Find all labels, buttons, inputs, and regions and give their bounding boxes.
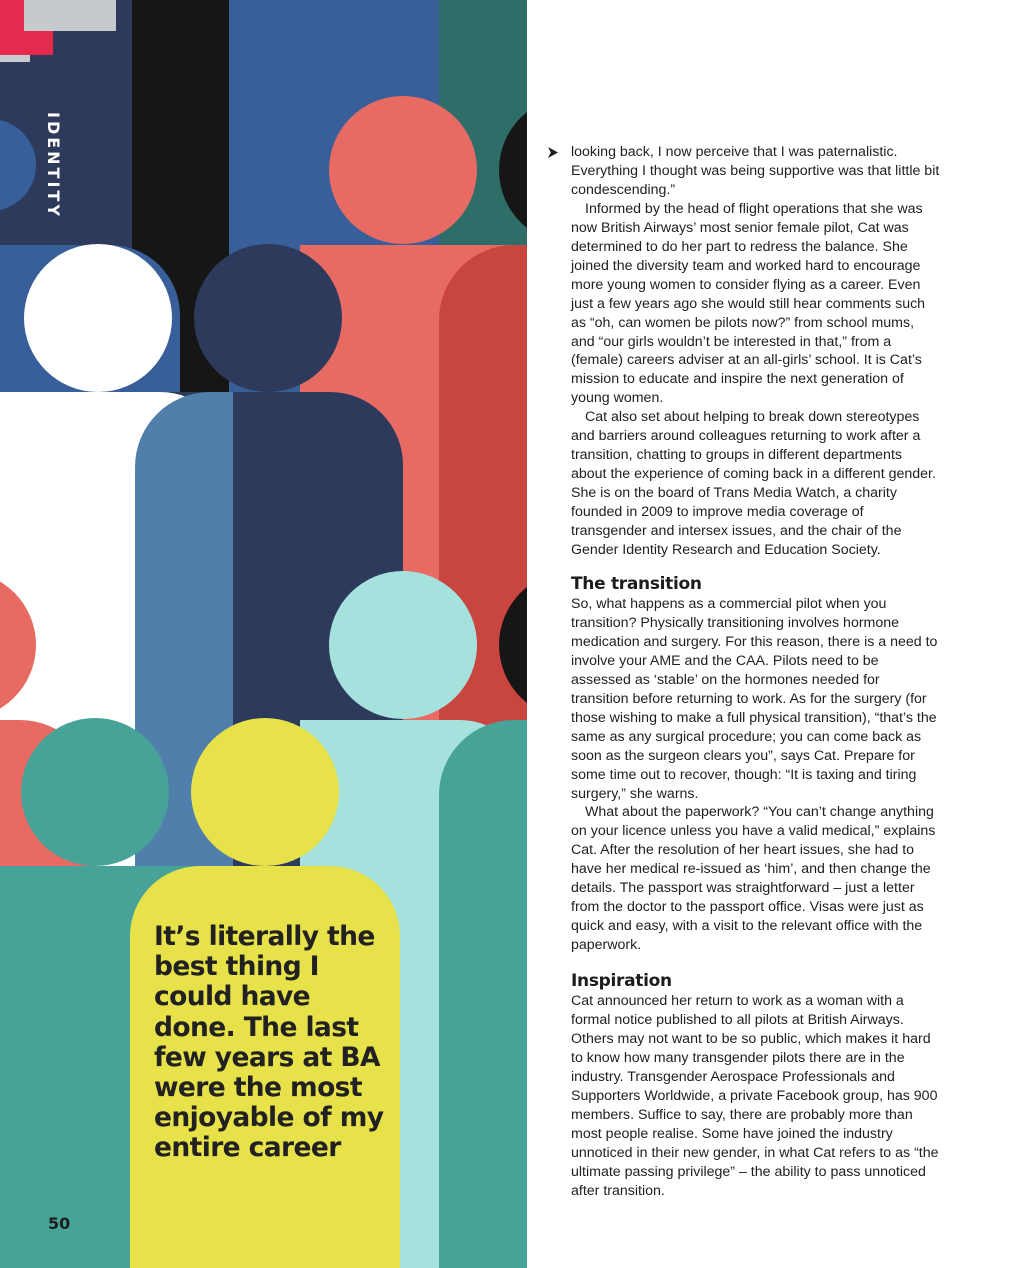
paragraph: Cat also set about helping to break down stereotypes and barriers around colleagues returning to work after a transition, chatting to groups in different departments about the experience of coming back in a different gender. She is on the board of Trans Media Watch, a charity founded in 2009 to improve media coverage of transgender and intersex issues, and the chair of the Gender Identity Research and Education Society. xyxy=(571,409,936,559)
figure-teal-body-right xyxy=(439,720,527,1268)
pull-quote-mark-icon xyxy=(0,0,53,55)
figure-yellow-head xyxy=(191,718,339,866)
paragraph: Informed by the head of flight operations that she was now British Airways’ most senior female pilot, Cat was determined to do her part to redress the balance. She joined the diversity team and worked hard to encourage more young women to consider flying as a career. Even just a few years ago she would still hear comments such as “oh, can women be pilots now?” from school mums, and “our girls wouldn’t be interested in that,” from a (female) careers adviser at an all-girls’ school. It is Cat’s mission to educate and inspire the next generation of young women. xyxy=(571,200,926,407)
paragraph: Cat announced her return to work as a woman with a formal notice published to all pilots at British Airways. Others may not want to be so public, which makes it hard to know how many transgender pilots there are in the industry. Transgender Aerospace Professionals and Supporters Worldwide, a private Facebook group, has 900 members. Suffice to say, there are probably more than most people realise. Some have joined the industry unnoticed in their new gender, in what Cat refers to as “the ultimate passing privilege” – the ability to pass unnoticed after transition. xyxy=(571,993,939,1199)
paragraph: looking back, I now perceive that I was paternalistic. Everything I thought was being supportive was that little bit condescending.” xyxy=(571,144,940,198)
continued-arrow-icon xyxy=(548,147,558,158)
figure-mint-head xyxy=(329,571,477,719)
paragraph: What about the paperwork? “You can’t change anything on your licence unless you have a valid medical,” explains Cat. After the resolution of her heart issues, she had to have her medical re-issued as ‘him’, and then change the details. The passport was straightforward – just a letter from the doctor to the passport office. Visas were just as quick and easy, with a visit to the relevant office with the paperwork. xyxy=(571,804,936,954)
heading-inspiration: Inspiration xyxy=(571,971,672,992)
figure-white-head xyxy=(24,244,172,392)
figure-teal-head xyxy=(21,718,169,866)
figure-navy-head xyxy=(194,244,342,392)
page-number: 50 xyxy=(48,1214,71,1233)
section-label xyxy=(44,112,68,222)
article-body xyxy=(571,143,941,1201)
figure-coral-head xyxy=(329,96,477,244)
pull-quote: It’s literally the best thing I could have done. The last few years at BA were the most enjoyable of my entire career xyxy=(154,921,384,1164)
section-label-text: IDENTITY xyxy=(44,112,63,219)
paragraph: So, what happens as a commercial pilot when you transition? Physically transitioning involves hormone medication and surgery. For this reason, there is a need to involve your AME and the CAA. Pilots need to be assessed as ‘stable’ on the hormones needed for transition before returning to work. As for the surgery (for those wishing to make a full physical transition), “that’s the same as any surgical procedure; you can come back as soon as the surgeon clears you”, says Cat. Prepare for some time out to recover, though: “It is taxing and tiring surgery,” she warns. xyxy=(571,595,938,802)
heading-transition: The transition xyxy=(571,573,702,594)
